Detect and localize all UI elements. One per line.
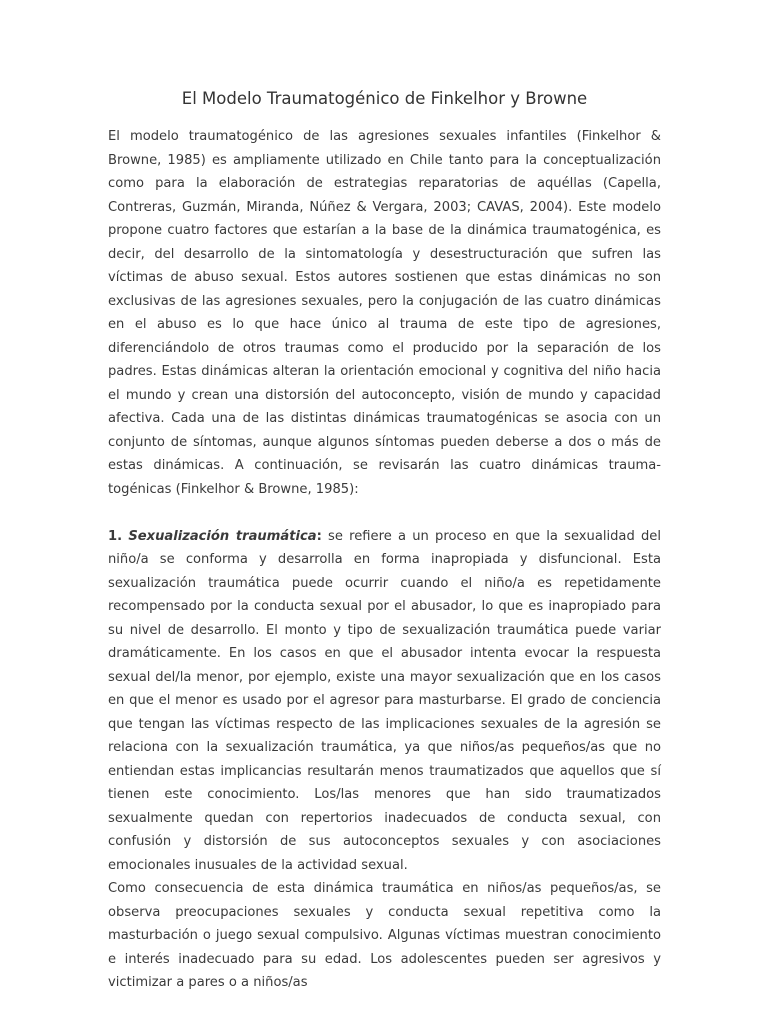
paragraph-gap (108, 501, 661, 525)
section-1-body: se refiere a un proceso en que la sexualidad del niño/a se conforma y desarrolla en forma inapropiada y disfuncional. Esta sexualización traumática puede ocurrir cuando el niño/a es repetidamente recompensado por la conducta sexual por el abusador, lo que es inapropiado para su nivel de desarrollo. El monto y tipo de sexualización traumática puede variar dramáticamente. En los casos en que el abusador intenta evocar la respuesta sexual del/la menor, por ejemplo, existe una mayor sexualización que en los casos en que el menor es usado por el agresor para masturbarse. El grado de conciencia que tengan las víctimas respecto de las implicaciones sexuales de la agresión se relaciona con la sexualización traumática, ya que niños/as pequeños/as que no entiendan estas implicancias resultarán menos traumatizados que aquellos que sí tienen este conocimiento. Los/las menores que han sido traumatizados sexualmente quedan con repertorios inadecuados de conducta sexual, con confusión y distorsión de sus autoconceptos sexuales y con asociaciones emocionales inusuales de la actividad sexual. (108, 528, 661, 873)
document-title: El Modelo Traumatogénico de Finkelhor y Browne (181, 89, 588, 108)
section-1-colon: : (316, 528, 322, 544)
document-page (108, 88, 661, 995)
intro-paragraph: El modelo traumatogénico de las agresiones sexuales infantiles (Finkelhor & Browne, 1985) es ampliamente utilizado en Chile tanto para la conceptualización como para la elaboración de estrategias reparatorias de aquéllas (Capella, Contreras, Guzmán, Miranda, Núñez & Vergara, 2003; CAVAS, 2004). Este modelo propone cuatro factores que estarían a la base de la dinámica traumatogénica, es decir, del desarrollo de la sintomatología y desestructuración que sufren las víctimas de abuso sexual. Estos autores sostienen que estas dinámicas no son exclusivas de las agresiones sexuales, pero la conjugación de las cuatro dinámicas en el abuso es lo que hace único al trauma de este tipo de agresiones, diferenciándolo de otros traumas como el producido por la separación de los padres. Estas dinámicas alteran la orientación emocional y cognitiva del niño hacia el mundo y crean una distorsión del autoconcepto, visión de mundo y capacidad afectiva. Cada una de las distintas dinámicas traumatogénicas se asocia con un conjunto de síntomas, aunque algunos síntomas pueden deberse a dos o más de estas dinámicas. A continuación, se revisarán las cuatro dinámicas trauma-togénicas (Finkelhor & Browne, 1985): (108, 129, 661, 497)
section-1-term: Sexualización traumática (128, 528, 317, 544)
consequence-paragraph: Como consecuencia de esta dinámica traumática en niños/as pequeños/as, se observa preocupaciones sexuales y conducta sexual repetitiva como la masturbación o juego sexual compulsivo. Algunas víctimas muestran conocimiento e interés inadecuado para su edad. Los adolescentes pueden ser agresivos y victimizar a pares o a niños/as (108, 881, 661, 990)
section-1-number: 1. (108, 528, 123, 544)
section-1-paragraph (108, 525, 661, 878)
